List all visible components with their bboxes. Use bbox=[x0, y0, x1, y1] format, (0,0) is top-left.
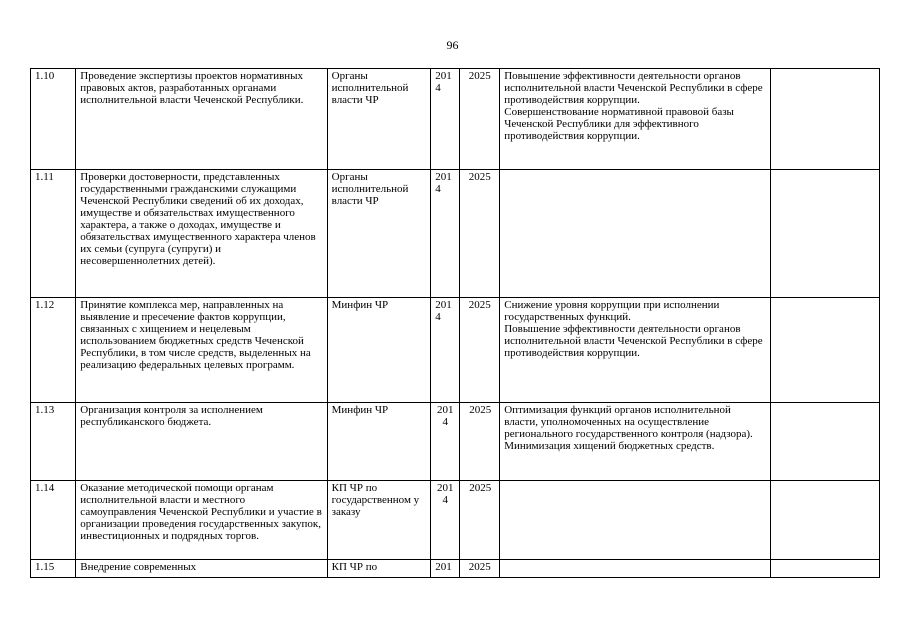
year-to: 2025 bbox=[460, 298, 500, 403]
row-number: 1.11 bbox=[31, 170, 76, 298]
measures-table bbox=[30, 68, 880, 578]
year-from: 201 4 bbox=[431, 69, 460, 170]
year-from: 201 4 bbox=[431, 298, 460, 403]
year-to: 2025 bbox=[460, 403, 500, 481]
table-row bbox=[31, 170, 880, 298]
row-number: 1.10 bbox=[31, 69, 76, 170]
executor: КП ЧР по государственном у заказу bbox=[327, 481, 431, 560]
expected-result: Оптимизация функций органов исполнительной власти, уполномоченных на осуществление регионального государственного контроля (надзора). Минимизация хищений бюджетных средств. bbox=[500, 403, 771, 481]
measure-name: Организация контроля за исполнением республиканского бюджета. bbox=[76, 403, 327, 481]
year-to: 2025 bbox=[460, 69, 500, 170]
table-row bbox=[31, 298, 880, 403]
executor: КП ЧР по bbox=[327, 560, 431, 578]
year-to: 2025 bbox=[460, 481, 500, 560]
year-from: 201 bbox=[431, 560, 460, 578]
table-row bbox=[31, 403, 880, 481]
expected-result bbox=[500, 560, 771, 578]
expected-result: Снижение уровня коррупции при исполнении государственных функций. Повышение эффективности деятельности органов исполнительной власти Чеченской Республики в сфере противодействия коррупции. bbox=[500, 298, 771, 403]
measure-name: Проведение экспертизы проектов нормативных правовых актов, разработанных органами исполнительной власти Чеченской Республики. bbox=[76, 69, 327, 170]
row-number: 1.14 bbox=[31, 481, 76, 560]
page-number: 96 bbox=[446, 38, 459, 52]
extra-cell bbox=[771, 403, 880, 481]
executor: Минфин ЧР bbox=[327, 403, 431, 481]
table-row bbox=[31, 69, 880, 170]
extra-cell bbox=[771, 481, 880, 560]
table-row bbox=[31, 560, 880, 578]
executor: Органы исполнительной власти ЧР bbox=[327, 170, 431, 298]
year-from: 201 4 bbox=[431, 170, 460, 298]
extra-cell bbox=[771, 298, 880, 403]
expected-result bbox=[500, 170, 771, 298]
row-number: 1.13 bbox=[31, 403, 76, 481]
year-from: 201 4 bbox=[431, 403, 460, 481]
expected-result bbox=[500, 481, 771, 560]
row-number: 1.12 bbox=[31, 298, 76, 403]
year-to: 2025 bbox=[460, 170, 500, 298]
measure-name: Проверки достоверности, представленных государственными гражданскими служащими Чеченской Республики сведений об их доходах, имуществе и обязательствах имущественного характера, а также о доходах, имуществе и обязательствах имущественного характера членов их семьи (супруга (супруги) и несовершеннолетних детей). bbox=[76, 170, 327, 298]
measure-name: Внедрение современных bbox=[76, 560, 327, 578]
expected-result: Повышение эффективности деятельности органов исполнительной власти Чеченской Республики в сфере противодействия коррупции. Совершенствование нормативной правовой базы Чеченской Республики для эффективного противодействия коррупции. bbox=[500, 69, 771, 170]
measure-name: Оказание методической помощи органам исполнительной власти и местного самоуправления Чеченской Республики и участие в организации проведения государственных закупок, инвестиционных и подрядных торгов. bbox=[76, 481, 327, 560]
executor: Минфин ЧР bbox=[327, 298, 431, 403]
row-number: 1.15 bbox=[31, 560, 76, 578]
measure-name: Принятие комплекса мер, направленных на выявление и пресечение фактов коррупции, связанных с хищением и нецелевым использованием бюджетных средств Чеченской Республики, в том числе средств, выделенных на реализацию федеральных целевых программ. bbox=[76, 298, 327, 403]
extra-cell bbox=[771, 560, 880, 578]
table-row bbox=[31, 481, 880, 560]
extra-cell bbox=[771, 69, 880, 170]
year-from: 201 4 bbox=[431, 481, 460, 560]
extra-cell bbox=[771, 170, 880, 298]
year-to: 2025 bbox=[460, 560, 500, 578]
executor: Органы исполнительной власти ЧР bbox=[327, 69, 431, 170]
